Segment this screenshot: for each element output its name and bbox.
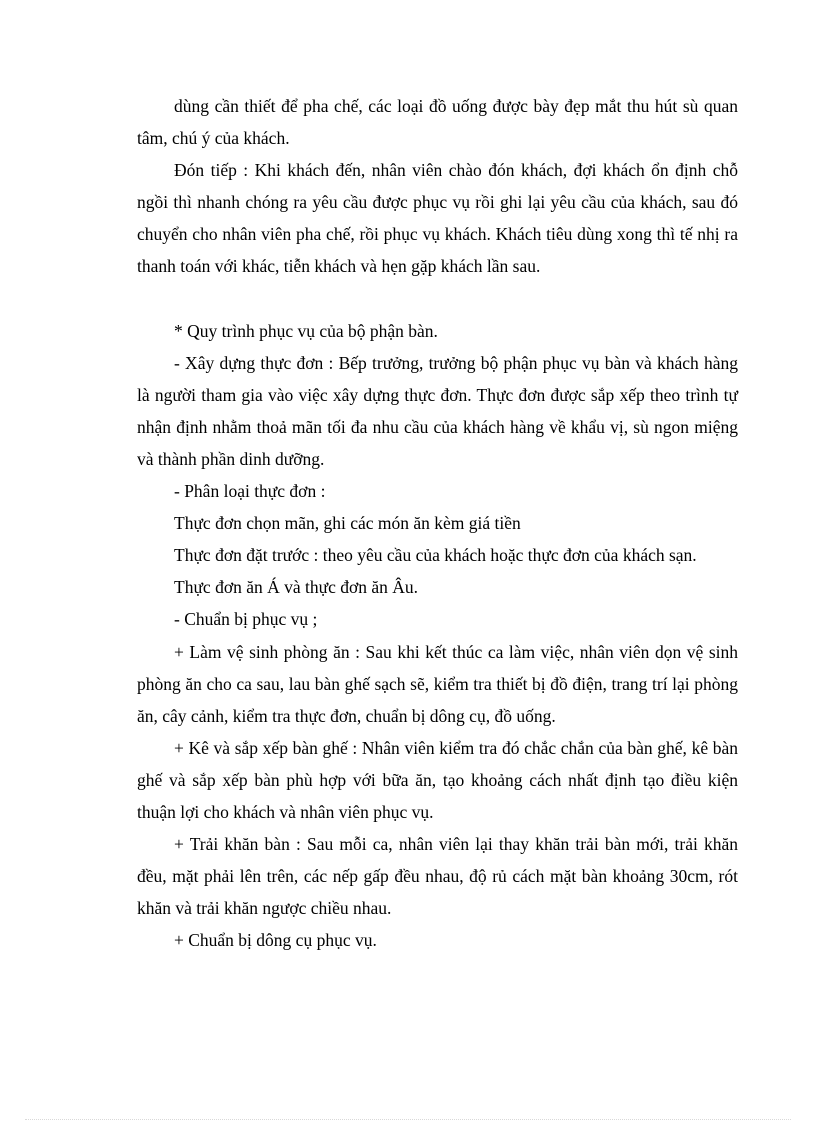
paragraph-menu-types-heading: - Phân loại thực đơn : — [174, 481, 326, 502]
paragraph-menu-building: - Xây dựng thực đơn : Bếp trưởng, trưởng bộ phận phục vụ bàn và khách hàng là người tham gia vào việc xây dựng thực đơn. Thực đơn được sắp xếp theo trình tự nhận định nhằm thoả mãn tối đa nhu cầu của khách hàng về khẩu vị, sù ngon miệng và thành phần dinh dưỡng. — [137, 352, 738, 469]
page-bottom-divider — [25, 1119, 791, 1120]
paragraph-menu-a-la-carte: Thực đơn chọn mãn, ghi các món ăn kèm giá tiền — [174, 513, 521, 534]
paragraph-service-prep-heading: - Chuẩn bị phục vụ ; — [174, 609, 318, 630]
document-body — [137, 90, 738, 956]
paragraph-spacer — [137, 283, 738, 315]
paragraph-menu-asian-european: Thực đơn ăn Á và thực đơn ăn Âu. — [174, 577, 419, 598]
paragraph-table-arrangement: + Kê và sắp xếp bàn ghế : Nhân viên kiểm tra đó chắc chắn của bàn ghế, kê bàn ghế và sắp xếp bàn phù hợp với bữa ăn, tạo khoảng cách nhất định tạo điều kiện thuận lợi cho khách và nhân viên phục vụ. — [137, 737, 738, 822]
paragraph-tablecloth: + Trải khăn bàn : Sau mỗi ca, nhân viên lại thay khăn trải bàn mới, trải khăn đều, mặt phải lên trên, các nếp gấp đều nhau, độ rủ cách mặt bàn khoảng 30cm, rót khăn và trải khăn ngược chiều nhau. — [137, 834, 738, 919]
paragraph-service-tools: + Chuẩn bị dông cụ phục vụ. — [174, 930, 377, 951]
section-heading-table-service: * Quy trình phục vụ của bộ phận bàn. — [174, 320, 438, 341]
paragraph-dining-room-cleaning: + Làm vệ sinh phòng ăn : Sau khi kết thúc ca làm việc, nhân viên dọn vệ sinh phòng ăn cho ca sau, lau bàn ghế sạch sẽ, kiểm tra thiết bị đồ điện, trang trí lại phòng ăn, cây cảnh, kiểm tra thực đơn, chuẩn bị dông cụ, đồ uống. — [137, 641, 738, 726]
paragraph-reception: Đón tiếp : Khi khách đến, nhân viên chào đón khách, đợi khách ổn định chỗ ngồi thì nhanh chóng ra yêu cầu được phục vụ rồi ghi lại yêu cầu của khách, sau đó chuyển cho nhân viên pha chế, rồi phục vụ khách. Khách tiêu dùng xong thì tế nhị ra thanh toán với khác, tiễn khách và hẹn gặp khách lần sau. — [137, 160, 738, 277]
paragraph-beverage-display: dùng cần thiết để pha chế, các loại đồ uống được bày đẹp mắt thu hút sù quan tâm, chú ý của khách. — [137, 96, 738, 149]
paragraph-menu-preorder: Thực đơn đặt trước : theo yêu cầu của khách hoặc thực đơn của khách sạn. — [174, 545, 697, 566]
